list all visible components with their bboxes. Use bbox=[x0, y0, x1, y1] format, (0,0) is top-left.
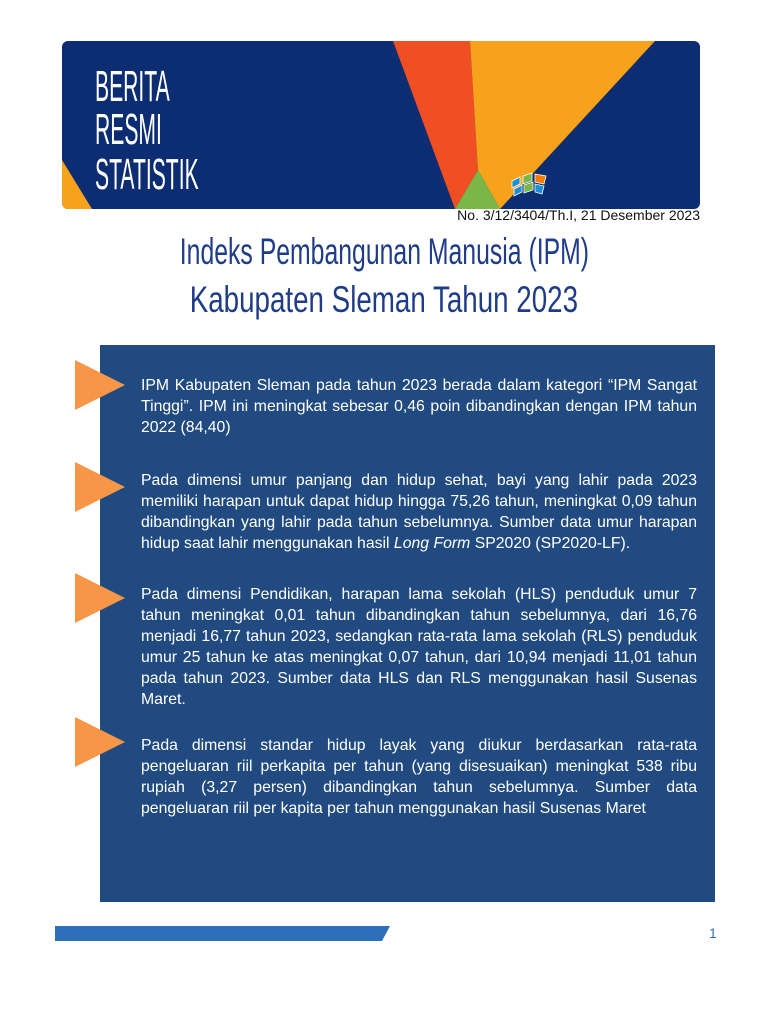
header-banner bbox=[62, 41, 700, 209]
masthead-line-berita: BERITA bbox=[95, 62, 170, 111]
page-subtitle-text: Kabupaten Sleman Tahun 2023 bbox=[189, 279, 579, 320]
orange-triangle-bullet-icon bbox=[75, 573, 125, 623]
highlight-text-italic: Long Form bbox=[393, 535, 471, 552]
page-title-line-1 bbox=[0, 230, 768, 274]
page-title-line-2 bbox=[0, 278, 768, 322]
orange-triangle-bullet-icon bbox=[75, 462, 125, 512]
highlight-text-after: SP2020 (SP2020-LF). bbox=[470, 535, 631, 552]
orange-triangle-bullet-icon bbox=[75, 717, 125, 767]
release-number: No. 3/12/3404/Th.I, 21 Desember 2023 bbox=[457, 207, 700, 223]
orange-triangle-bullet-icon bbox=[75, 360, 125, 410]
masthead-line-statistik: STATISTIK bbox=[95, 150, 199, 199]
highlight-text-before: Pada dimensi umur panjang dan hidup sehat, bayi yang lahir pada 2023 memiliki harapan untuk dapat hidup hingga 75,26 tahun, meningkat 0,09 tahun dibandingkan yang lahir pada tahun sebelumnya. Sumber data umur harapan hidup saat lahir menggunakan hasil bbox=[141, 472, 697, 552]
page-number: 1 bbox=[709, 925, 717, 941]
highlight-living-standard: Pada dimensi standar hidup layak yang diukur berdasarkan rata-rata pengeluaran riil perkapita per tahun (yang disesuaikan) meningkat 538 ribu rupiah (3,27 persen) dibandingkan tahun sebelumnya. Sumber data pengeluaran riil per kapita per tahun menggunakan hasil Susenas Maret bbox=[141, 737, 697, 817]
footer-bar bbox=[55, 926, 390, 941]
highlight-education: Pada dimensi Pendidikan, harapan lama sekolah (HLS) penduduk umur 7 tahun meningkat 0,01 tahun dibandingkan tahun sebelumnya, dari 16,76 menjadi 16,77 tahun 2023, sedangkan rata-rata lama sekolah (RLS) penduduk umur 25 tahun ke atas meningkat 0,07 tahun, dari 10,94 menjadi 11,01 tahun pada tahun 2023. Sumber data HLS dan RLS menggunakan hasil Susenas Maret. bbox=[141, 586, 697, 708]
highlight-life-expectancy bbox=[141, 470, 697, 554]
masthead-line-resmi: RESMI bbox=[95, 105, 162, 154]
page-title-text: Indeks Pembangunan Manusia (IPM) bbox=[179, 231, 589, 272]
highlight-ipm-category: IPM Kabupaten Sleman pada tahun 2023 berada dalam kategori “IPM Sangat Tinggi”. IPM ini meningkat sebesar 0,46 poin dibandingkan dengan IPM tahun 2022 (84,40) bbox=[141, 377, 697, 436]
